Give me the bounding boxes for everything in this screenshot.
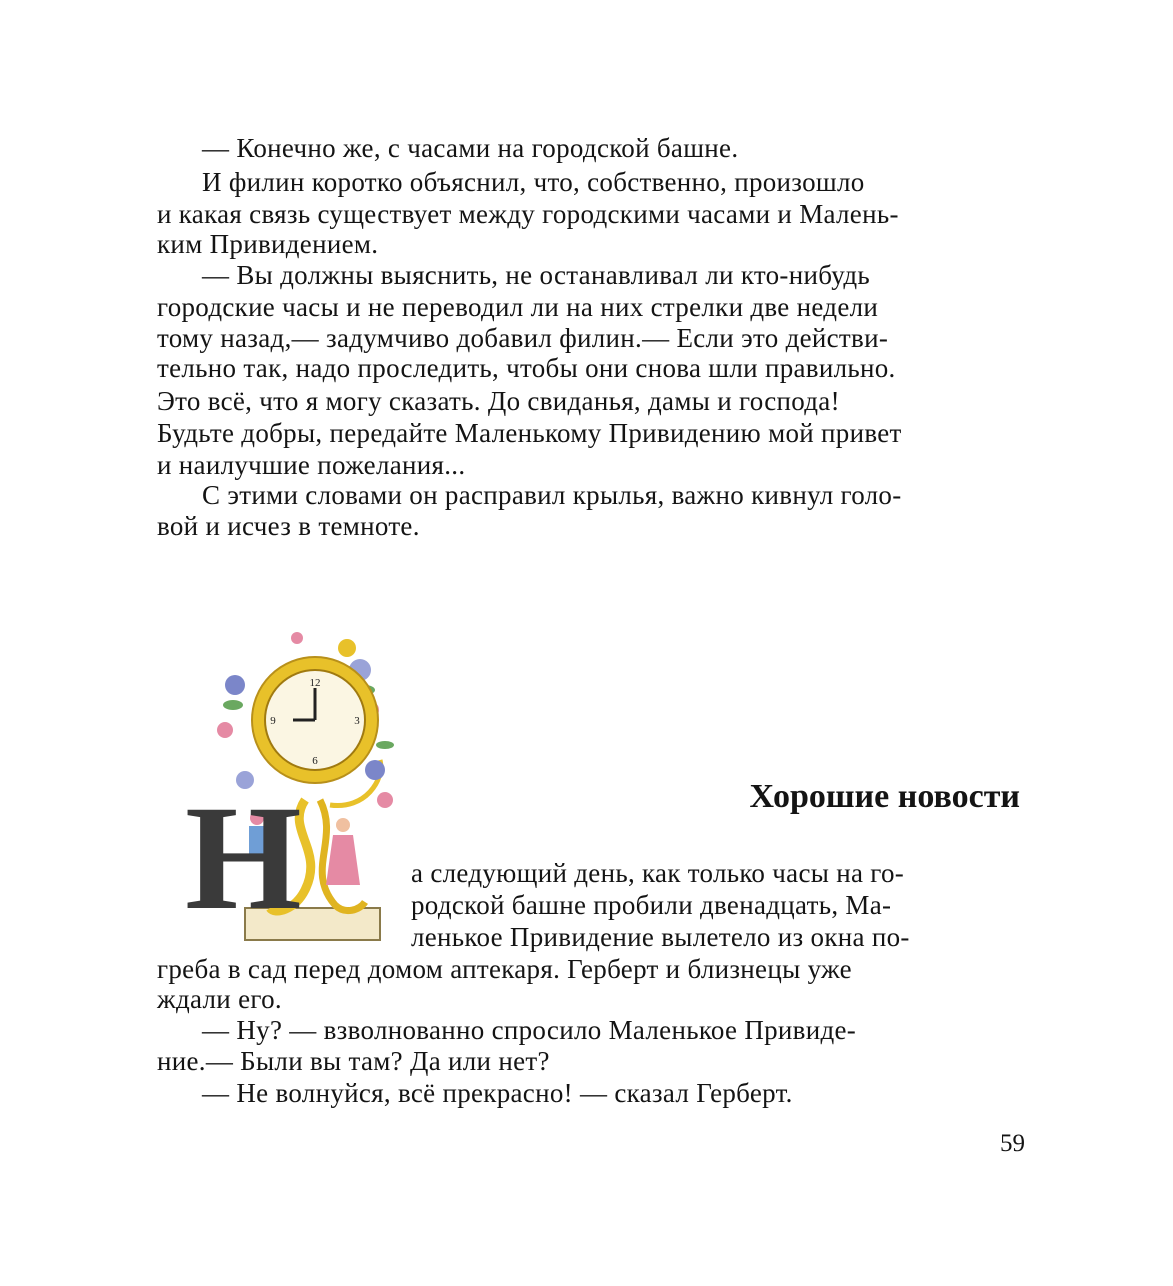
text-line: ким Привидением. [157,229,379,259]
text-line: И филин коротко объяснил, что, собственно, произошло [202,167,865,197]
text-line: ние.— Были вы там? Да или нет? [157,1046,550,1076]
clock-number: 6 [312,755,318,767]
clock-number: 9 [270,715,276,727]
drop-cap: Н [185,775,302,941]
text-line: — Вы должны выяснить, не останавливал ли кто-нибудь [202,260,870,290]
text-line: и какая связь существует между городскими часами и Малень- [157,199,899,229]
figure-dress [326,835,360,885]
text-line: С этими словами он расправил крылья, важно кивнул голо- [202,480,902,510]
flower-icon [338,639,356,657]
text-line: и наилучшие пожелания... [157,450,466,480]
text-line: Это всё, что я могу сказать. До свиданья, дамы и господа! [157,386,840,416]
text-line: родской башне пробили двенадцать, Ма- [411,890,892,920]
text-line: — Ну? — взволнованно спросило Маленькое Привиде- [202,1015,857,1045]
figure-head [336,818,350,832]
text-line: а следующий день, как только часы на го- [411,858,905,888]
text-line: ждали его. [157,984,282,1014]
leaf-icon [376,741,394,749]
text-line: ленькое Привидение вылетело из окна по- [411,922,910,952]
clock-number: 3 [354,715,360,727]
flower-icon [365,760,385,780]
text-line: — Не волнуйся, всё прекрасно! — сказал Герберт. [202,1078,793,1108]
text-line: тому назад,— задумчиво добавил филин.— Если это действи- [157,323,889,353]
clock-with-flowers-illustration [185,630,415,945]
text-line: Будьте добры, передайте Маленькому Привидению мой привет [157,418,902,448]
text-line: городские часы и не переводил ли на них стрелки две недели [157,292,879,322]
page-number: 59 [1000,1130,1025,1157]
text-line: — Конечно же, с часами на городской башне. [202,133,739,163]
chapter-title: Хорошие новости [749,778,1020,815]
text-line: греба в сад перед домом аптекаря. Герберт и близнецы уже [157,954,852,984]
text-line: вой и исчез в темноте. [157,511,420,541]
flower-icon [225,675,245,695]
text-line: тельно так, надо проследить, чтобы они снова шли правильно. [157,353,896,383]
flower-icon [217,722,233,738]
flower-icon [291,632,303,644]
leaf-icon [223,700,243,710]
clock-number: 12 [309,677,321,689]
flower-icon [377,792,393,808]
